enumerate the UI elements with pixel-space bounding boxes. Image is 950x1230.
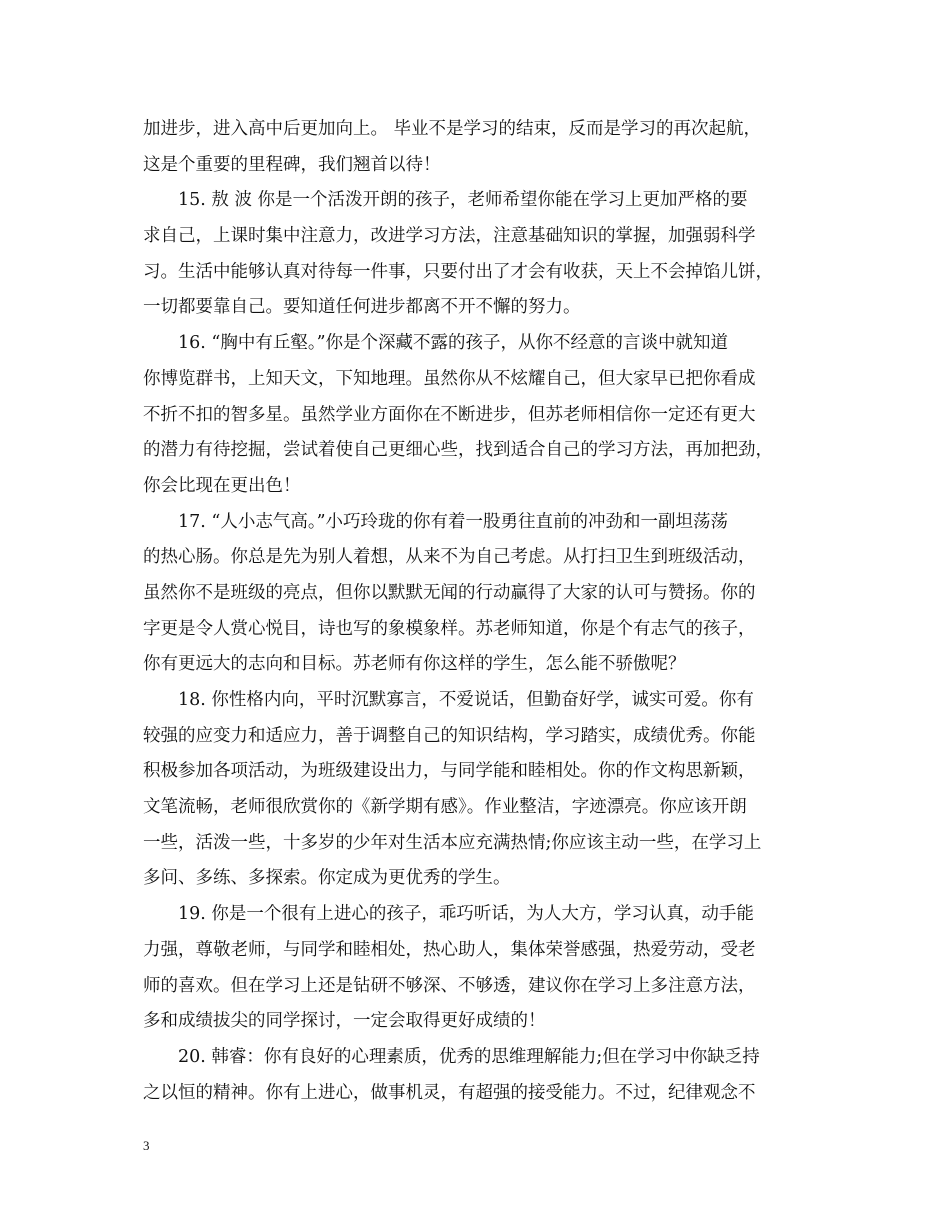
text-line: 字更是令人赏心悦目，诗也写的象模象样。苏老师知道，你是个有志气的孩子， (143, 618, 756, 639)
paragraph-first-line: 15. 敖 波 你是一个活泼开朗的孩子，老师希望你能在学习上更加严格的要 (178, 190, 748, 211)
text-line: 积极参加各项活动，为班级建设出力，与同学能和睦相处。你的作文构思新颖， (143, 761, 756, 782)
paragraph-first-line: 19. 你是一个很有上进心的孩子，乖巧听话，为人大方，学习认真，动手能 (178, 904, 754, 925)
text-line: 的潜力有待挖掘，尝试着使自己更细心些，找到适合自己的学习方法，再加把劲， (143, 440, 773, 461)
document-body (143, 112, 823, 1111)
text-line: 多问、多练、多探索。你定成为更优秀的学生。 (143, 868, 511, 889)
paragraph-first-line: 18. 你性格内向，平时沉默寡言，不爱说话，但勤奋好学，诚实可爱。你有 (178, 690, 754, 710)
text-line: 你有更远大的志向和目标。苏老师有你这样的学生，怎么能不骄傲呢？ (143, 654, 686, 675)
text-line: 习。生活中能够认真对待每一件事，只要付出了才会有收获，天上不会掉馅儿饼， (143, 261, 773, 282)
text-line: 一些，活泼一些，十多岁的少年对生活本应充满热情;你应该主动一些，在学习上 (143, 832, 762, 853)
text-line: 加进步，进入高中后更加向上。 毕业不是学习的结束，反而是学习的再次起航， (143, 119, 762, 139)
text-line: 之以恒的精神。你有上进心，做事机灵，有超强的接受能力。不过，纪律观念不 (143, 1082, 756, 1103)
paragraph-first-line: 17. “人小志气高。”小巧玲珑的你有着一股勇往直前的冲劲和一副坦荡荡 (178, 511, 729, 532)
text-line: 的热心肠。你总是先为别人着想，从来不为自己考虑。从打扫卫生到班级活动， (143, 547, 756, 568)
text-line: 一切都要靠自己。要知道任何进步都离不开不懈的努力。 (143, 297, 581, 318)
text-line: 不折不扣的智多星。虽然学业方面你在不断进步，但苏老师相信你一定还有更大 (143, 404, 756, 425)
text-line: 这是个重要的里程碑，我们翘首以待！ (143, 154, 441, 175)
text-line: 求自己，上课时集中注意力，改进学习方法，注意基础知识的掌握，加强弱科学 (143, 226, 756, 247)
paragraph-first-line: 16. “胸中有丘壑。”你是个深藏不露的孩子，从你不经意的言谈中就知道 (178, 333, 729, 354)
text-line: 多和成绩拔尖的同学探讨，一定会取得更好成绩的！ (143, 1011, 546, 1032)
page-number: 3 (143, 1138, 150, 1153)
paragraph-first-line: 20. 韩睿：你有良好的心理素质，优秀的思维理解能力;但在学习中你缺乏持 (178, 1046, 760, 1067)
text-line: 你会比现在更出色！ (143, 475, 301, 496)
text-line: 较强的应变力和适应力，善于调整自己的知识结构，学习踏实，成绩优秀。你能 (143, 725, 756, 746)
text-line: 力强，尊敬老师，与同学和睦相处，热心助人，集体荣誉感强，热爱劳动，受老 (143, 939, 756, 960)
text-line: 你博览群书，上知天文，下知地理。虽然你从不炫耀自己，但大家早已把你看成 (143, 368, 756, 389)
text-line: 文笔流畅，老师很欣赏你的《新学期有感》。作业整洁，字迹漂亮。你应该开朗 (143, 797, 747, 818)
text-line: 虽然你不是班级的亮点，但你以默默无闻的行动赢得了大家的认可与赞扬。你的 (143, 582, 756, 603)
text-line: 师的喜欢。但在学习上还是钻研不够深、不够透，建议你在学习上多注意方法， (143, 975, 756, 996)
